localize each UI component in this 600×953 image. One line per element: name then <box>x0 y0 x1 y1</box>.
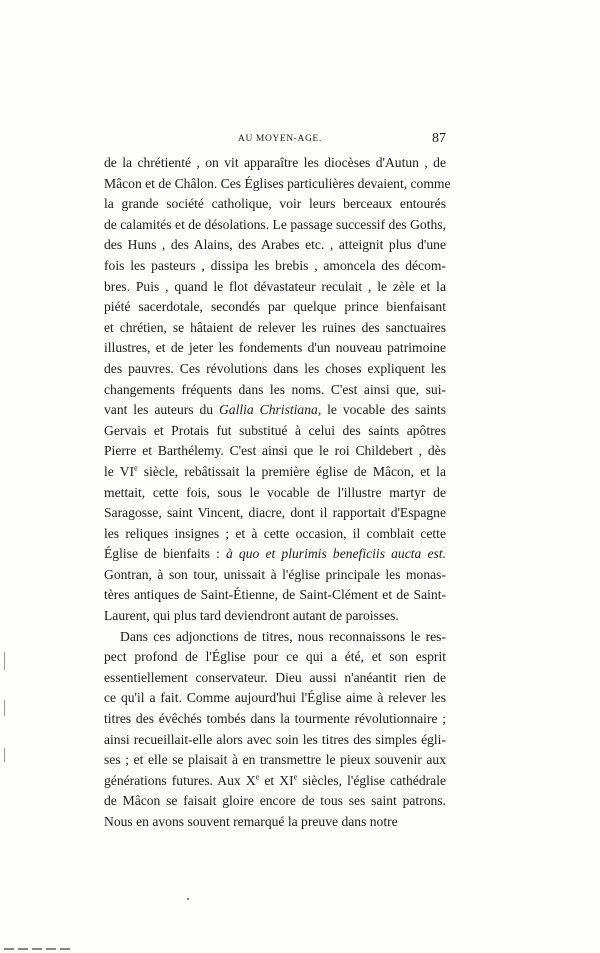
text-run: et XI <box>259 772 294 788</box>
text-run: essentiellement conservateur. Dieu aussi n'anéantit rien de <box>104 669 446 685</box>
text-line <box>104 544 446 565</box>
text-run: des Huns , des Alains, des Arabes etc. , atteignit plus d'une <box>104 237 446 253</box>
scan-edge-marks <box>4 948 74 950</box>
text-line <box>104 750 446 771</box>
text-run: fois les pasteurs , dissipa les brebis , amoncela des décom- <box>104 257 446 273</box>
text-line <box>104 277 446 298</box>
superscript: e <box>255 772 260 782</box>
text-line <box>104 524 446 545</box>
text-run: Nous en avons souvent remarqué la preuve dans notre <box>104 814 398 829</box>
text-run: , le vocable des saints <box>317 402 447 418</box>
text-line <box>104 359 446 380</box>
text-line <box>104 194 446 215</box>
text-line <box>104 791 446 812</box>
text-line <box>104 627 446 648</box>
text-line <box>104 483 446 504</box>
text-run: ses ; et elle se plaisait à en transmettre le pieux souvenir aux <box>104 752 446 768</box>
paragraph <box>104 627 446 833</box>
text-run: Mâcon et de Châlon. Ces Églises particulières devaient, comme <box>104 175 451 191</box>
text-run: vant les auteurs du <box>104 402 219 418</box>
text-run: Pierre et Barthélemy. C'est ainsi que le roi Childebert , dès <box>104 443 446 459</box>
text-line <box>104 297 446 318</box>
text-line <box>104 174 451 195</box>
text-line <box>104 338 446 359</box>
page-number: 87 <box>432 131 446 146</box>
text-run: mettait, cette fois, sous le vocable de l'illustre martyr de <box>104 484 446 500</box>
text-line <box>104 235 446 256</box>
text-line <box>104 441 446 462</box>
text-run: et chrétien, se hâtaient de relever les ruines des sanctuaires <box>104 319 446 335</box>
text-line <box>104 688 446 709</box>
text-line <box>104 318 446 339</box>
superscript: e <box>134 463 138 473</box>
italic-text-run: Gallia Christiana <box>218 402 318 418</box>
text-run: changements fréquents dans les noms. C'est ainsi que, sui- <box>104 381 446 397</box>
text-run: bres. Puis , quand le flot dévastateur reculait , le zèle et la <box>104 278 446 294</box>
text-run: les reliques insignes ; et à cette occasion, il comblait cette <box>104 525 446 541</box>
text-line <box>104 668 446 689</box>
text-line <box>104 812 446 833</box>
text-line <box>104 585 446 606</box>
text-line <box>104 421 446 442</box>
text-line <box>104 730 446 751</box>
paragraph <box>104 153 451 627</box>
text-run: Dans ces adjonctions de titres, nous reconnaissons le res- <box>120 628 446 644</box>
text-line <box>104 565 446 586</box>
text-run: Gontran, à son tour, unissait à l'église principale les monas- <box>104 566 446 582</box>
ink-dot <box>187 898 189 900</box>
text-run: le VI <box>104 463 135 479</box>
text-line <box>104 606 446 627</box>
text-line <box>104 462 446 483</box>
text-run: tères antiques de Saint-Étienne, de Saint-Clément et de Saint- <box>104 587 446 603</box>
text-run: Laurent, qui plus tard deviendront autant de paroisses. <box>104 608 399 624</box>
running-head <box>0 131 600 149</box>
text-run: titres des évêchés tombés dans la tourmente révolutionnaire ; <box>104 711 446 727</box>
text-run: Gervais et Protais fut substitué à celui des saints apôtres <box>104 422 446 438</box>
text-run: de Mâcon se faisait gloire encore de tous ses saint patrons. <box>104 793 446 809</box>
text-run: ainsi recueillait-elle alors avec soin les titres des simples égli- <box>104 731 446 747</box>
text-line <box>104 215 446 236</box>
superscript: e <box>293 772 298 782</box>
margin-mark <box>4 700 5 716</box>
text-line <box>104 153 446 174</box>
italic-text-run: à quo et plurimis beneficiis aucta est. <box>225 546 446 562</box>
text-line <box>104 380 446 401</box>
body-text <box>104 153 451 833</box>
text-line <box>104 256 446 277</box>
text-run: ce qu'il a fait. Comme aujourd'hui l'Église aime à relever les <box>104 690 446 706</box>
margin-mark <box>4 652 5 670</box>
text-line <box>104 647 446 668</box>
text-line <box>104 503 446 524</box>
text-run: des pauvres. Ces révolutions dans les choses expliquent les <box>104 360 446 376</box>
text-run: de calamités et de désolations. Le passage successif des Goths, <box>104 216 446 232</box>
running-title: AU MOYEN-AGE. <box>238 134 322 144</box>
text-run: de la chrétienté , on vit apparaître les diocèses d'Autun , de <box>104 155 446 170</box>
text-line <box>104 771 446 792</box>
text-run: pect profond de l'Église pour ce qui a été, et son esprit <box>104 649 446 665</box>
text-run: Église de bienfaits : <box>104 546 226 562</box>
margin-mark <box>4 748 5 762</box>
text-line <box>104 709 446 730</box>
text-run: la grande société catholique, voir leurs berceaux entourés <box>104 196 446 212</box>
text-run: siècles, l'église cathédrale <box>297 772 447 788</box>
text-line <box>104 400 446 421</box>
text-run: Saragosse, saint Vincent, diacre, dont il rapportait d'Espagne <box>104 505 446 521</box>
text-run: illustres, et de jeter les fondements d'un nouveau patrimoine <box>104 340 446 356</box>
text-run: piété sacerdotale, secondés par quelque prince bienfaisant <box>104 299 446 315</box>
text-run: générations futures. Aux X <box>104 772 256 788</box>
text-run: siècle, rebâtissait la première église de Mâcon, et la <box>137 463 446 479</box>
